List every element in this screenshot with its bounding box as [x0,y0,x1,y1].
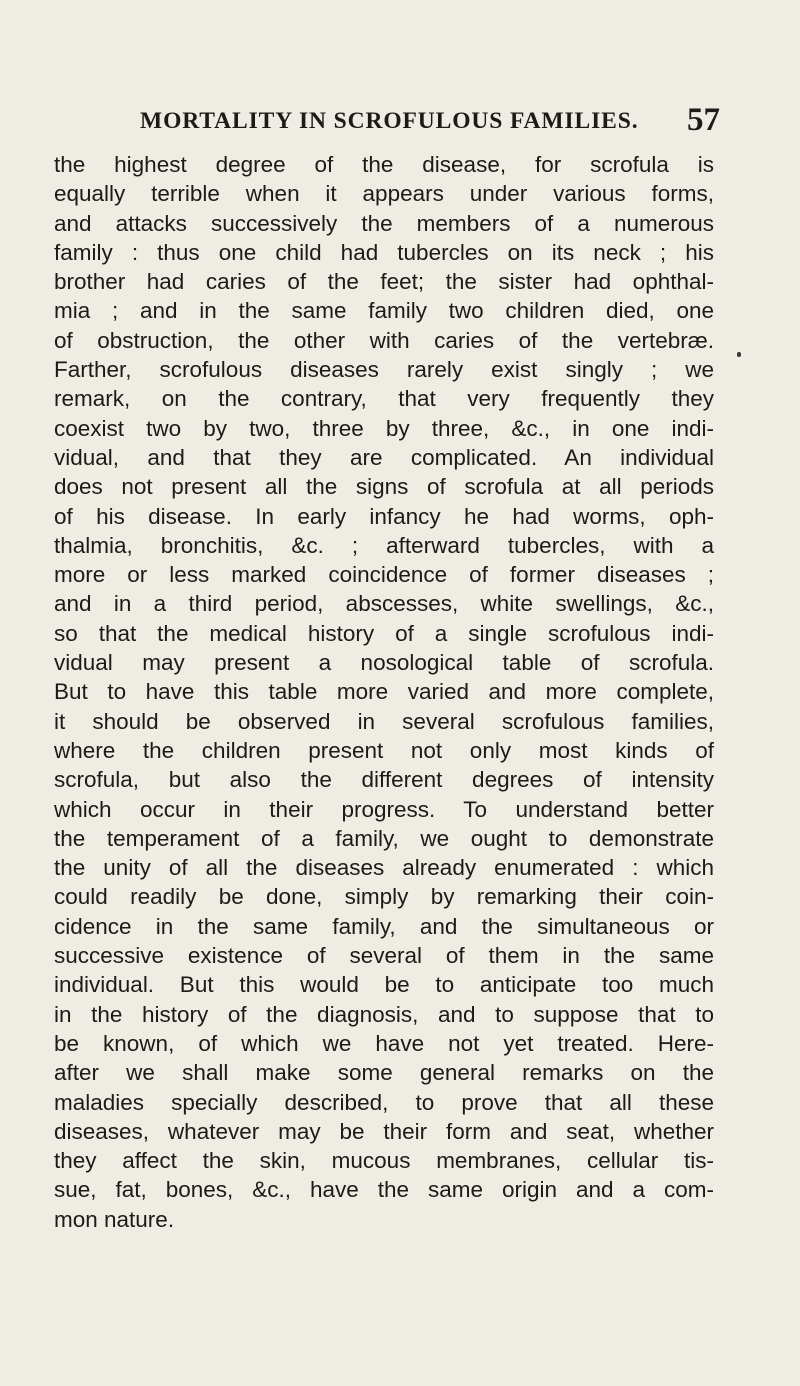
text-line: the temperament of a family, we ought to demonstrate [54,825,714,851]
ink-speck [737,352,741,357]
running-head [0,102,800,146]
text-line: mia ; and in the same family two children died, one [54,298,714,324]
text-line: sue, fat, bones, &c., have the same origin and a com- [54,1177,714,1203]
text-line: successive existence of several of them in the same [54,943,714,969]
text-line: of obstruction, the other with caries of the vertebræ. [54,327,714,353]
text-line: which occur in their progress. To understand better [54,796,714,822]
text-line: maladies specially described, to prove that all these [54,1089,714,1115]
text-line: brother had caries of the feet; the sister had ophthal- [54,269,714,295]
text-line-last: mon nature. [54,1206,175,1232]
text-line: of his disease. In early infancy he had worms, oph- [54,503,714,529]
text-line: But to have this table more varied and more complete, [54,679,714,705]
text-line: the unity of all the diseases already enumerated : which [54,855,714,881]
running-title: MORTALITY IN SCROFULOUS FAMILIES. [140,108,639,134]
text-line: and attacks successively the members of a numerous [54,210,714,236]
text-line: Farther, scrofulous diseases rarely exist singly ; we [54,357,714,383]
text-line: remark, on the contrary, that very frequently they [54,386,714,412]
text-line: does not present all the signs of scrofula at all periods [54,474,714,500]
text-line: diseases, whatever may be their form and seat, whether [54,1118,714,1144]
text-line: thalmia, bronchitis, &c. ; afterward tubercles, with a [54,532,714,558]
text-line: where the children present not only most kinds of [54,737,714,763]
text-line: they affect the skin, mucous membranes, cellular tis- [54,1148,714,1174]
text-line: more or less marked coincidence of former diseases ; [54,562,714,588]
text-line: and in a third period, abscesses, white swellings, &c., [54,591,714,617]
text-line: individual. But this would be to anticipate too much [54,972,714,998]
text-line: equally terrible when it appears under various forms, [54,181,714,207]
text-line: family : thus one child had tubercles on its neck ; his [54,239,714,265]
text-line: it should be observed in several scrofulous families, [54,708,714,734]
text-line: could readily be done, simply by remarking their coin- [54,884,714,910]
text-line: scrofula, but also the different degrees of intensity [54,767,714,793]
text-line: cidence in the same family, and the simultaneous or [54,913,714,939]
text-line: vidual may present a nosological table of scrofula. [54,650,714,676]
page-number: 57 [687,102,720,138]
text-line: be known, of which we have not yet treated. Here- [54,1030,714,1056]
text-line: in the history of the diagnosis, and to suppose that to [54,1001,714,1027]
text-line: coexist two by two, three by three, &c., in one indi- [54,415,714,441]
text-line: the highest degree of the disease, for scrofula is [54,152,714,177]
text-line: after we shall make some general remarks on the [54,1060,714,1086]
text-line: so that the medical history of a single scrofulous indi- [54,620,714,646]
text-line: vidual, and that they are complicated. An individual [54,444,714,470]
body-paragraph [54,150,714,1234]
